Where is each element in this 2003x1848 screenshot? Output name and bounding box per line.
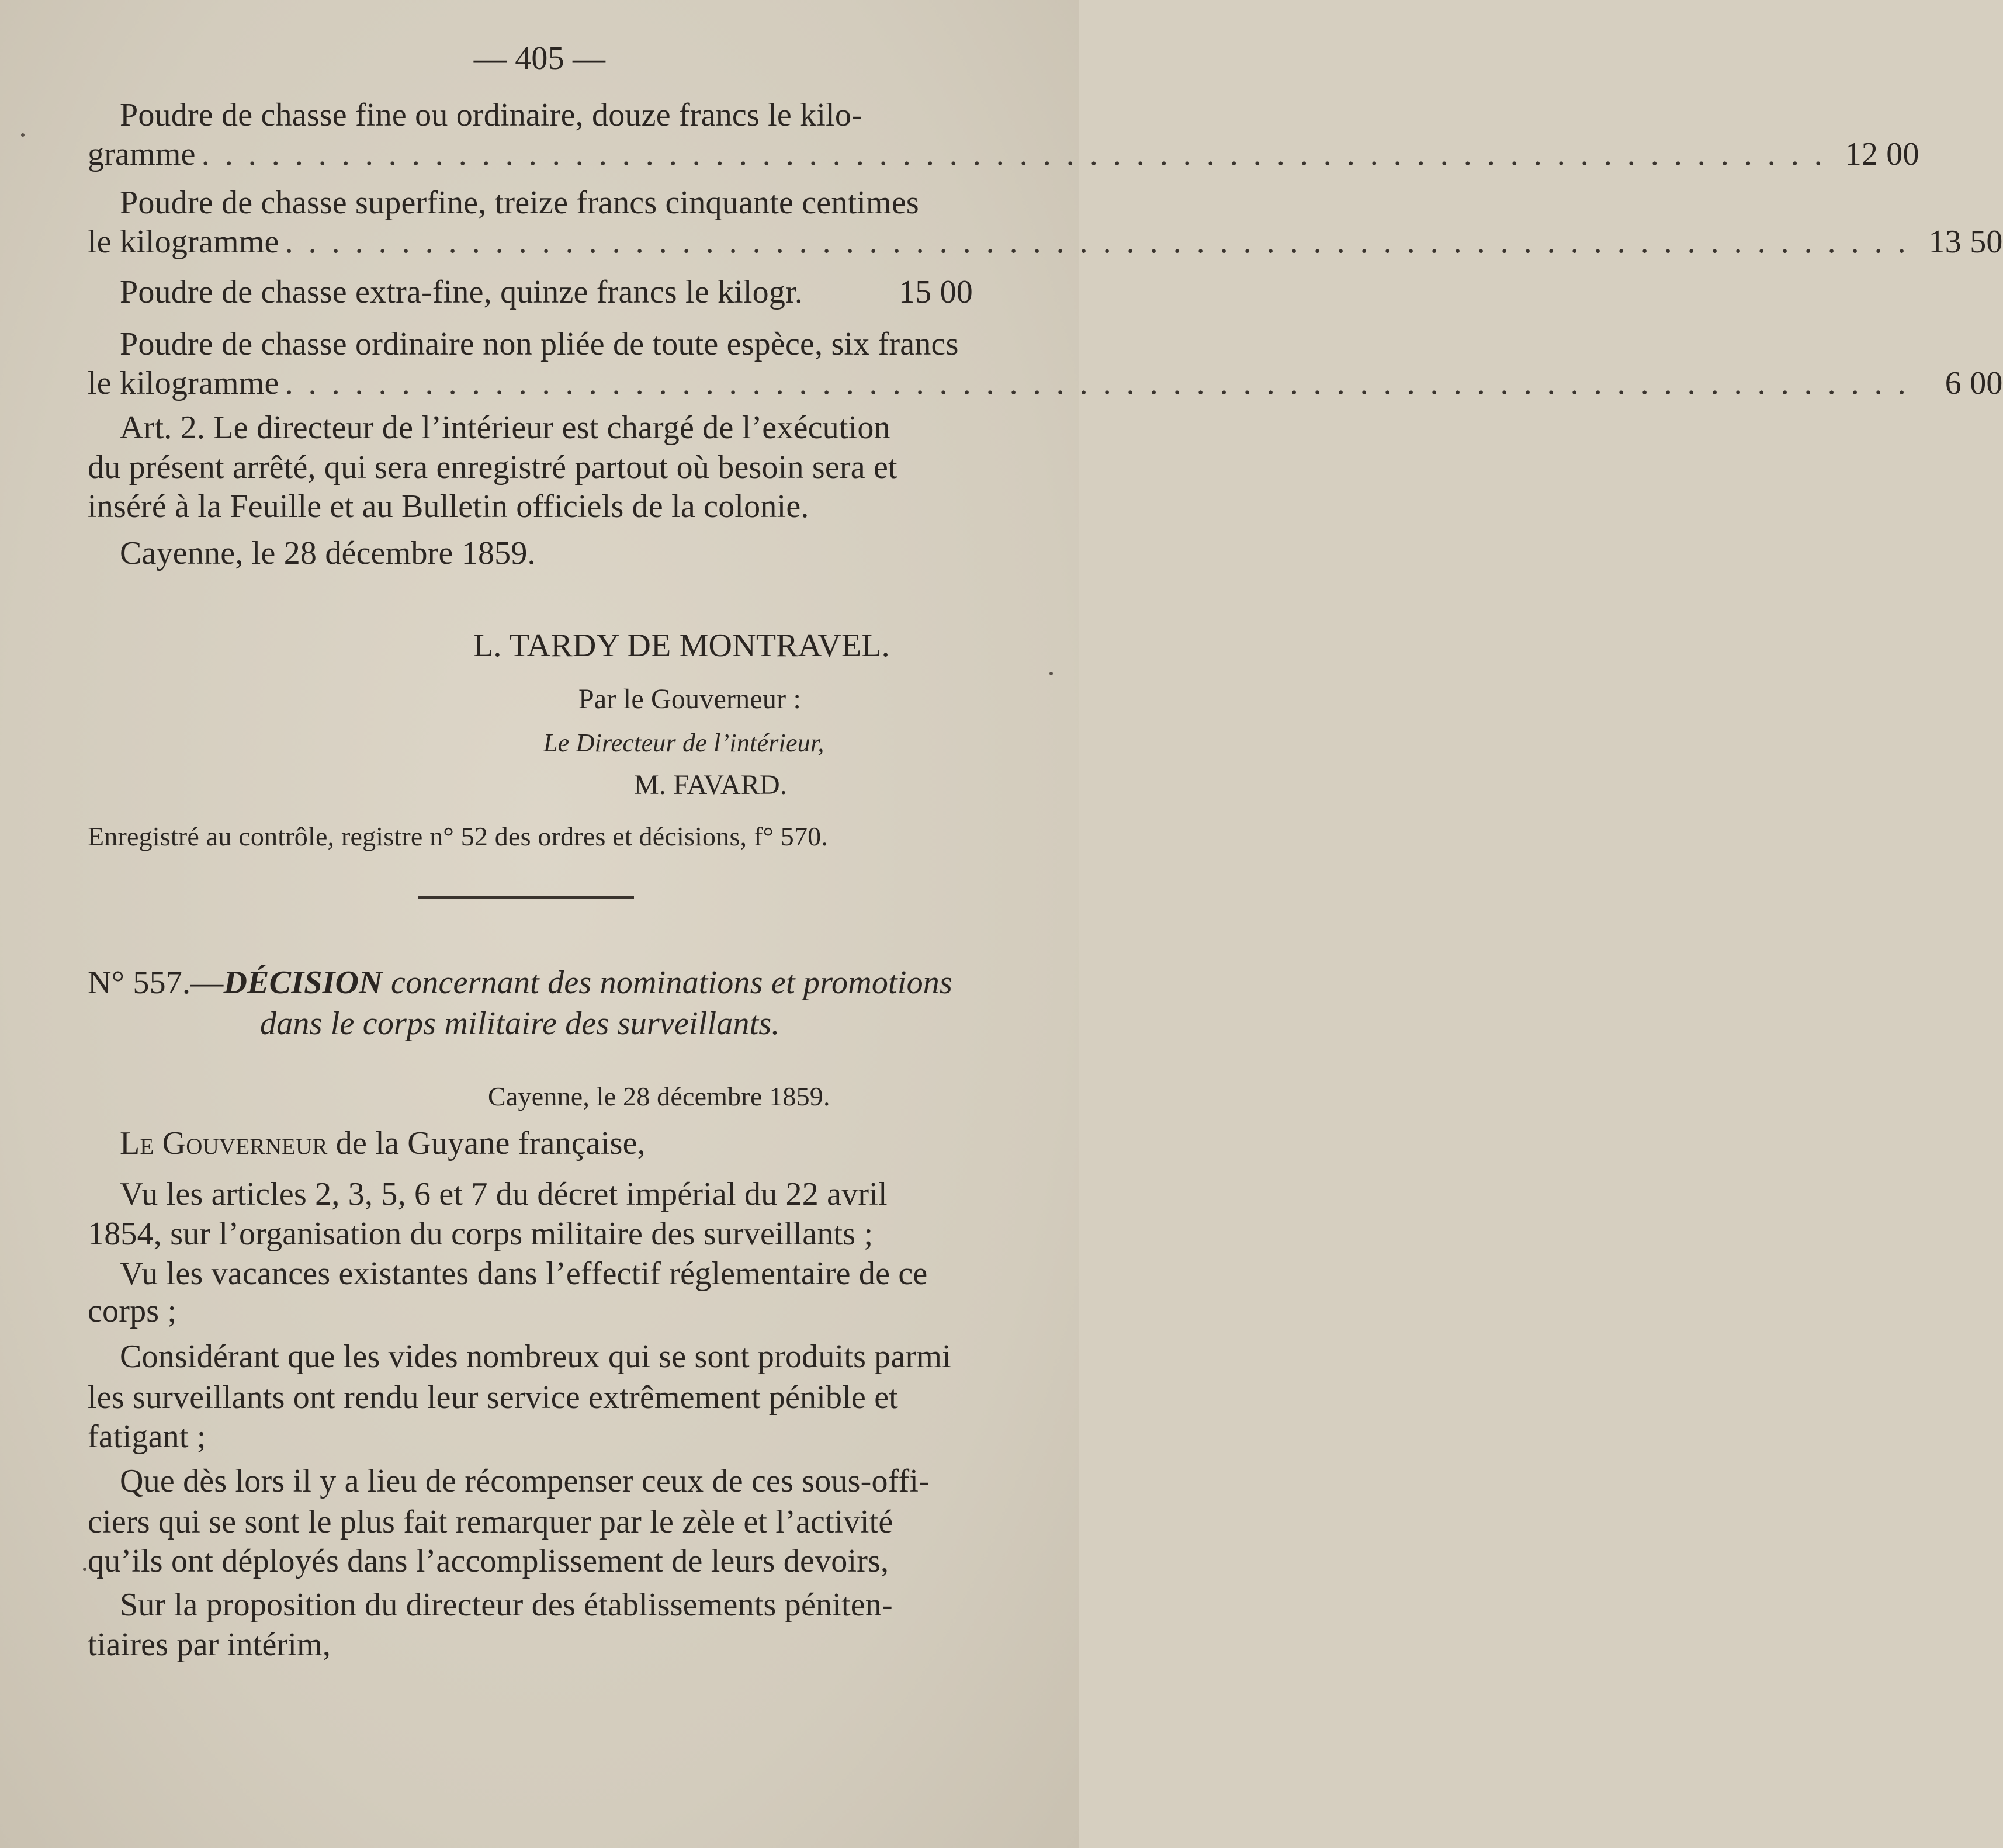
price-item-3-label: Poudre de chasse extra-fine, quinze francs le kilogr. (120, 274, 803, 310)
decision-para-line: qu’ils ont déployés dans l’accomplissement de leurs devoirs, (88, 1543, 889, 1579)
decision-para-line: corps ; (88, 1293, 177, 1329)
leader-dots: . . . . . . . . . . . . . . . . . . . . . . . . . . . . . . . . . . . . . . . . . . . . . . . . . . . . . . . . . . . . . . . . . . . . . . (285, 224, 1910, 260)
decision-para-line: 1854, sur l’organisation du corps militaire des surveillants ; (88, 1216, 874, 1252)
price-item-4-label: le kilogramme (88, 365, 279, 401)
decision-dash: — (190, 965, 224, 1001)
decision-title-line1 (88, 964, 952, 1001)
price-item-4-line2 (88, 365, 2003, 402)
decision-para-line: les surveillants ont rendu leur service extrêmement pénible et (88, 1379, 899, 1416)
par-le-gouverneur: Par le Gouverneur : (578, 684, 802, 715)
decision-para-line: Vu les articles 2, 3, 5, 6 et 7 du décret impérial du 22 avril (120, 1176, 888, 1212)
price-item-1-amount: 12 00 (1845, 136, 1919, 172)
directeur-name: M. FAVARD. (634, 769, 788, 800)
article-2-line1: Art. 2. Le directeur de l’intérieur est chargé de l’exécution (120, 410, 890, 446)
decision-para-line: ciers qui se sont le plus fait remarquer par le zèle et l’activité (88, 1504, 893, 1540)
page-number: — 405 — (473, 40, 606, 77)
decision-para-line: Considérant que les vides nombreux qui se sont produits parmi (120, 1339, 951, 1375)
le-gouverneur-line (120, 1125, 646, 1162)
decision-number: N° 557. (88, 965, 191, 1001)
price-item-3 (120, 273, 973, 311)
decision-para-line: Sur la proposition du directeur des établissements péniten- (120, 1587, 893, 1623)
price-item-4-line1: Poudre de chasse ordinaire non pliée de toute espèce, six francs (120, 326, 959, 362)
signature-governor: L. TARDY DE MONTRAVEL. (473, 627, 890, 664)
le-gouverneur-rest: de la Guyane française, (335, 1125, 646, 1161)
decision-para-line: tiaires par intérim, (88, 1627, 331, 1663)
directeur-title: Le Directeur de l’intérieur, (543, 729, 824, 757)
decision-para-line: fatigant ; (88, 1419, 206, 1455)
price-item-2-line2 (88, 223, 2003, 261)
article-2-line2: du présent arrêté, qui sera enregistré partout où besoin sera et (88, 449, 897, 486)
paper-speck (83, 1568, 86, 1571)
decision-keyword: DÉCISION (223, 965, 383, 1001)
decision-para-line: Que dès lors il y a lieu de récompenser ceux de ces sous-offi- (120, 1463, 930, 1499)
price-item-1-line2 (88, 136, 1919, 173)
le-gouverneur-caps: Le Gouverneur (120, 1125, 328, 1161)
leader-dots: . . . . . . . . . . . . . . . . . . . . . . . . . . . . . . . . . . . . . . . . . . . . . . . . . . . . . . . . . . . . . . . . . . . . . . (201, 136, 1826, 172)
price-item-2-line1: Poudre de chasse superfine, treize francs cinquante centimes (120, 185, 919, 221)
price-item-1-label: gramme (88, 136, 196, 172)
date-line: Cayenne, le 28 décembre 1859. (120, 535, 536, 571)
decision-title-line2: dans le corps militaire des surveillants. (260, 1006, 780, 1042)
price-item-1-line1: Poudre de chasse fine ou ordinaire, douze francs le kilo- (120, 97, 862, 133)
article-2-line3: inséré à la Feuille et au Bulletin officiels de la colonie. (88, 488, 809, 525)
leader-dots: . . . . . . . . . . . . . . . . . . . . . . . . . . . . . . . . . . . . . . . . . . . . . . . . . . . . . . . . . . . . . . . . . . . . . . (285, 365, 1910, 401)
decision-para-line: Vu les vacances existantes dans l’effectif réglementaire de ce (120, 1256, 928, 1292)
paper-speck (21, 133, 25, 137)
price-item-2-amount: 13 50 (1928, 224, 2003, 260)
section-divider (418, 896, 634, 899)
decision-title-rest: concernant des nominations et promotions (391, 965, 952, 1001)
decision-dateline: Cayenne, le 28 décembre 1859. (488, 1081, 830, 1111)
paper-speck (1049, 672, 1053, 675)
price-item-4-amount: 6 00 (1945, 365, 2003, 401)
enregistre-line: Enregistré au contrôle, registre n° 52 des ordres et décisions, f° 570. (88, 821, 829, 851)
price-item-2-label: le kilogramme (88, 224, 279, 260)
price-item-3-amount: 15 00 (899, 274, 973, 310)
